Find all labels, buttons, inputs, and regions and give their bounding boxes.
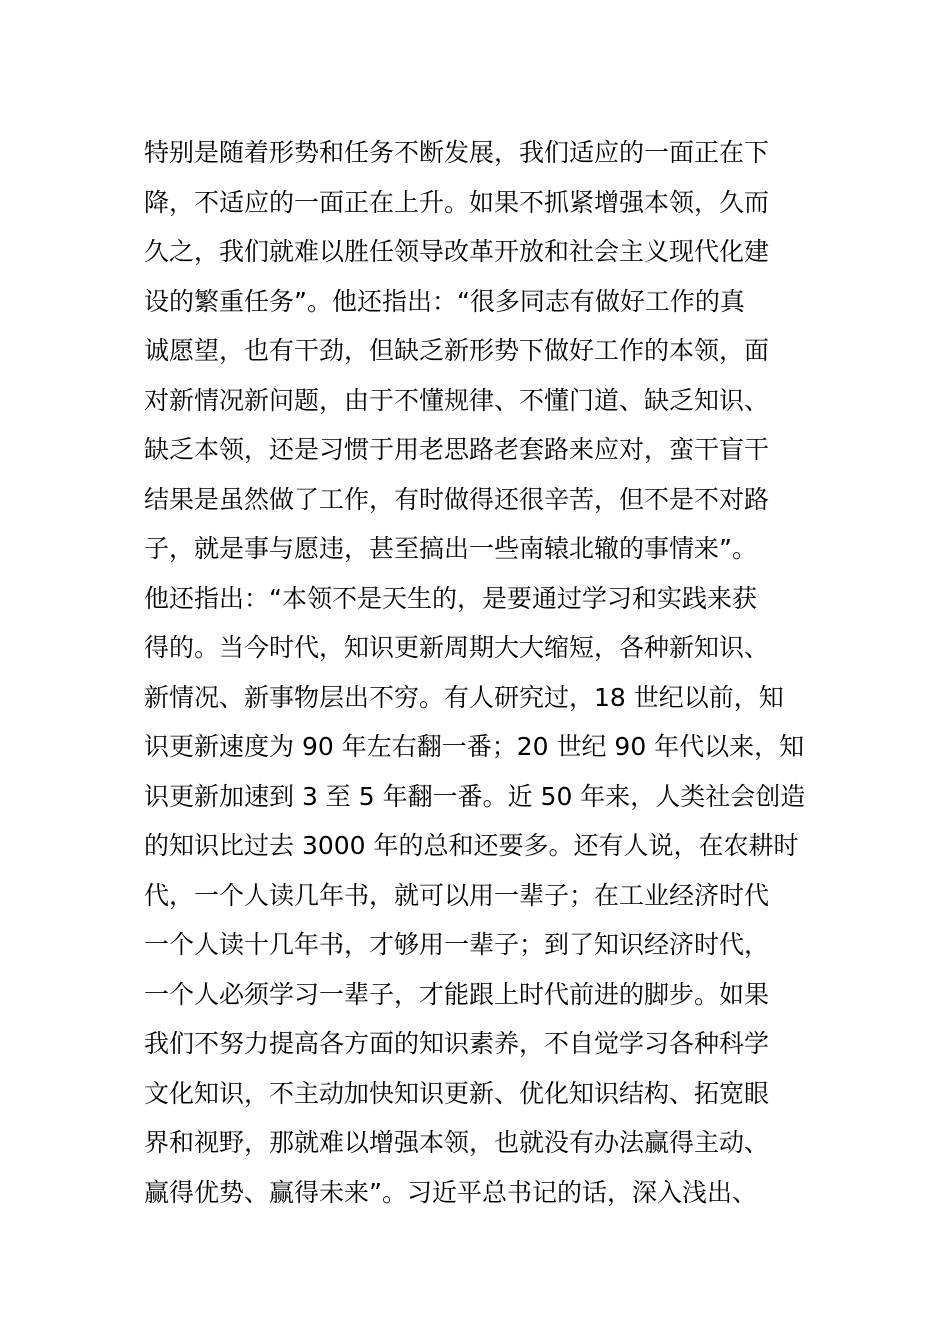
text-line: 我们不努力提高各方面的知识素养，不自觉学习各种科学 <box>144 1029 770 1058</box>
text-line: 界和视野，那就难以增强本领，也就没有办法赢得主动、 <box>144 1128 770 1157</box>
text-line: 代，一个人读几年书，就可以用一辈子；在工业经济时代 <box>144 880 770 910</box>
text-line: 结果是虽然做了工作，有时做得还很辛苦，但不是不对路 <box>144 484 770 514</box>
text-line: 设的繁重任务”。他还指出：“很多同志有做好工作的真 <box>144 286 745 316</box>
text-line: 子，就是事与愿违，甚至搞出一些南辕北辙的事情来”。 <box>144 534 757 563</box>
text-line: 特别是随着形势和任务不断发展，我们适应的一面正在下 <box>144 138 770 167</box>
text-line: 他还指出：“本领不是天生的，是要通过学习和实践来获 <box>144 583 757 613</box>
body-text <box>144 128 816 1217</box>
text-line: 诚愿望，也有干劲，但缺乏新形势下做好工作的本领，面 <box>144 336 770 365</box>
text-line: 的知识比过去 3000 年的总和还要多。还有人说，在农耕时 <box>144 831 799 860</box>
text-line: 得的。当今时代，知识更新周期大大缩短，各种新知识、 <box>144 633 770 662</box>
text-line: 一个人必须学习一辈子，才能跟上时代前进的脚步。如果 <box>144 979 770 1009</box>
text-line: 缺乏本领，还是习惯于用老思路老套路来应对，蛮干盲干 <box>144 435 770 464</box>
text-line: 久之，我们就难以胜任领导改革开放和社会主义现代化建 <box>144 237 770 266</box>
text-line: 识更新加速到 3 至 5 年翻一番。近 50 年来，人类社会创造 <box>144 781 806 811</box>
text-line: 赢得优势、赢得未来”。习近平总书记的话，深入浅出、 <box>144 1177 757 1207</box>
text-line: 新情况、新事物层出不穷。有人研究过，18 世纪以前，知 <box>144 682 784 712</box>
text-line: 识更新速度为 90 年左右翻一番；20 世纪 90 年代以来，知 <box>144 732 805 761</box>
text-line: 降，不适应的一面正在上升。如果不抓紧增强本领，久而 <box>144 187 770 217</box>
text-line: 文化知识，不主动加快知识更新、优化知识结构、拓宽眼 <box>144 1078 770 1108</box>
text-line: 一个人读十几年书，才够用一辈子；到了知识经济时代， <box>144 930 770 959</box>
text-line: 对新情况新问题，由于不懂规律、不懂门道、缺乏知识、 <box>144 385 770 415</box>
